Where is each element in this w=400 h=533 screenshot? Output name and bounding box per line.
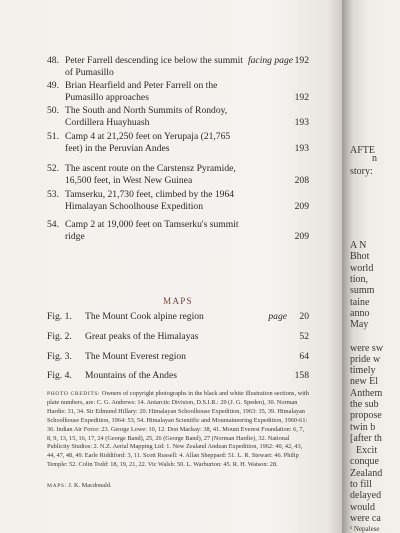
plate-caption	[65, 105, 261, 128]
plate-number: 48.	[47, 55, 59, 66]
right-page-text-fragment: Excit	[356, 445, 378, 456]
map-page-number: 158	[294, 370, 309, 381]
right-page-text-fragment: n	[372, 153, 377, 164]
right-page-text-fragment: A N	[350, 240, 367, 251]
map-figure-label: Fig. 1.	[47, 311, 72, 322]
map-page-label: page	[268, 311, 287, 322]
plate-caption-line: 16,500 feet, in West New Guinea	[65, 174, 193, 186]
plate-number: 51.	[47, 131, 59, 142]
map-entry	[47, 331, 309, 347]
photo-credits	[47, 390, 310, 470]
right-page-text-fragment: the sub	[350, 399, 379, 410]
plate-entry	[47, 189, 309, 212]
plate-number: 49.	[47, 80, 59, 91]
plate-caption-line: Peter Farrell descending ice below the summit	[65, 55, 243, 66]
plate-page-number: 192	[294, 55, 309, 66]
plate-caption	[65, 163, 261, 186]
plate-caption	[65, 219, 261, 242]
photo-credits-label: PHOTO CREDITS:	[47, 391, 101, 397]
right-page-text-fragment: anno	[350, 308, 370, 319]
map-figure-label: Fig. 3.	[47, 351, 72, 362]
plate-entry	[47, 55, 309, 78]
plate-entry	[47, 163, 309, 186]
plate-entry	[47, 80, 309, 103]
plate-page-number: 209	[294, 200, 309, 212]
facing-page-label: facing page	[247, 55, 293, 66]
plate-caption	[65, 55, 261, 78]
plate-page-number: 192	[294, 91, 309, 103]
right-page-text-fragment: new El	[350, 376, 379, 387]
map-figure-label: Fig. 4.	[47, 370, 72, 381]
plate-caption-line: Cordillera Huayhuash	[65, 116, 150, 128]
right-page-text-fragment: pride w	[350, 354, 381, 365]
right-page-text-fragment: conque	[350, 456, 379, 467]
plate-entry	[47, 131, 309, 154]
right-page	[342, 0, 400, 533]
right-page-text-fragment: were sw	[350, 343, 384, 354]
right-page-text-fragment: AFTE	[350, 145, 375, 156]
plate-caption-line: The South and North Summits of Rondoy,	[65, 105, 228, 116]
plate-caption	[65, 131, 261, 154]
right-page-text-fragment: twin b	[350, 422, 376, 433]
plate-entry	[47, 219, 309, 242]
plate-caption	[65, 189, 261, 212]
map-page-number: 64	[299, 351, 309, 362]
plate-caption-line: Camp 4 at 21,250 feet on Yerupaja (21,765	[65, 131, 231, 142]
map-page-number: 52	[299, 331, 309, 342]
map-title: Mountains of the Andes	[85, 370, 177, 381]
right-page-text-fragment: would	[350, 502, 375, 513]
plate-caption-line: feet) in the Peruvian Andes	[65, 142, 170, 154]
map-figure-label: Fig. 2.	[47, 331, 72, 342]
plate-number: 53.	[47, 189, 59, 200]
maps-credit-label: MAPS:	[47, 483, 67, 489]
plate-caption-line: Tamserku, 21,730 feet, climbed by the 1964	[65, 189, 235, 200]
right-page-text-fragment: Zealand	[350, 468, 383, 479]
right-page-text-fragment: summ	[350, 285, 375, 296]
map-page-number: 20	[299, 311, 309, 322]
right-page-text-fragment: Bhot	[350, 251, 370, 262]
photo-credits-text: Owners of copyright photographs in the black and white illustration sections, with plate numbers, are: C. G. Andrews: 14. Antarctic Division, D.S.I.R.: 29 (J. G. Speden), 30. Norman Hardie: 31, 34. Sir Edmund Hillary: 20. Himalayan Schoolhouse Expedition, 1963: 35, 39. Himalayan Schoolhouse Expedition, 1964: 53, 54. Himalayan Scientific and Mountaineering Expedition, 1960-61: 36. Indian Air Force: 23. George Lowe: 10, 12. Don Mackay: 38, 41. Mount Everest Foundation: 6, 7, 8, 9, 13, 15, 16, 17, 24 (George Band), 25, 26 (George Band), 27 (Norman Hardie), 32. National Publicity Studios: 2. N.Z. Aerial Mapping Ltd: 1. New Zealand Andean Expedition, 1962: 40, 42, 43, 44, 47, 48, 49. Earle Riddiford: 3, 11. Scott Russell: 4. Allan Sheppard: 51. L. R. Stewart: 46. Philip Temple: 52. Colin Todd: 18, 19, 21, 22. Vic Walsh: 50. L. Warburton: 45. R. H. Watson: 28.	[47, 390, 309, 469]
plate-number: 50.	[47, 105, 59, 116]
map-entry	[47, 370, 309, 386]
maps-credit-text: J. K. Macdonald.	[68, 482, 112, 489]
right-page-text-fragment: Anthem	[350, 388, 383, 399]
plate-caption-line: Brian Hearfield and Peter Farrell on the	[65, 80, 218, 91]
right-page-text-fragment: taine	[350, 297, 370, 308]
map-entry	[47, 311, 309, 327]
maps-heading: MAPS	[163, 296, 193, 306]
right-page-text-fragment: delayed	[350, 490, 382, 501]
right-page-text-fragment: tion,	[350, 274, 369, 285]
plate-entry	[47, 105, 309, 128]
plate-page-number: 193	[294, 142, 309, 154]
plate-number: 54.	[47, 219, 59, 230]
plate-caption-line: The ascent route on the Carstensz Pyramide,	[65, 163, 236, 174]
right-page-text-fragment: May	[350, 319, 369, 330]
plate-caption-line: of Pumasillo	[65, 66, 114, 78]
plate-caption	[65, 80, 261, 103]
right-page-text-fragment: [after th	[350, 433, 382, 444]
plate-caption-line: Camp 2 at 19,000 feet on Tamserku's summit	[65, 219, 239, 230]
plate-caption-line: ridge	[65, 230, 85, 242]
right-page-text-fragment: to fill	[350, 479, 372, 490]
right-page-text-fragment: story:	[350, 166, 373, 177]
plate-caption-line: Pumasillo approaches	[65, 91, 149, 103]
map-title: The Mount Cook alpine region	[85, 311, 204, 322]
right-page-text-fragment: timely	[350, 365, 376, 376]
right-page-text-fragment: ¹ Nepalese	[350, 525, 380, 533]
right-page-text-fragment: world	[350, 263, 374, 274]
right-page-text-fragment: were ca	[350, 513, 381, 524]
right-page-text-fragment: propose	[350, 410, 382, 421]
map-title: Great peaks of the Himalayas	[85, 331, 199, 342]
maps-credit	[47, 482, 112, 489]
plate-number: 52.	[47, 163, 59, 174]
plate-page-number: 208	[294, 174, 309, 186]
map-title: The Mount Everest region	[85, 351, 186, 362]
plate-page-number: 193	[294, 116, 309, 128]
map-entry	[47, 351, 309, 367]
plate-page-number: 209	[294, 230, 309, 242]
plate-caption-line: Himalayan Schoolhouse Expedition	[65, 200, 204, 212]
